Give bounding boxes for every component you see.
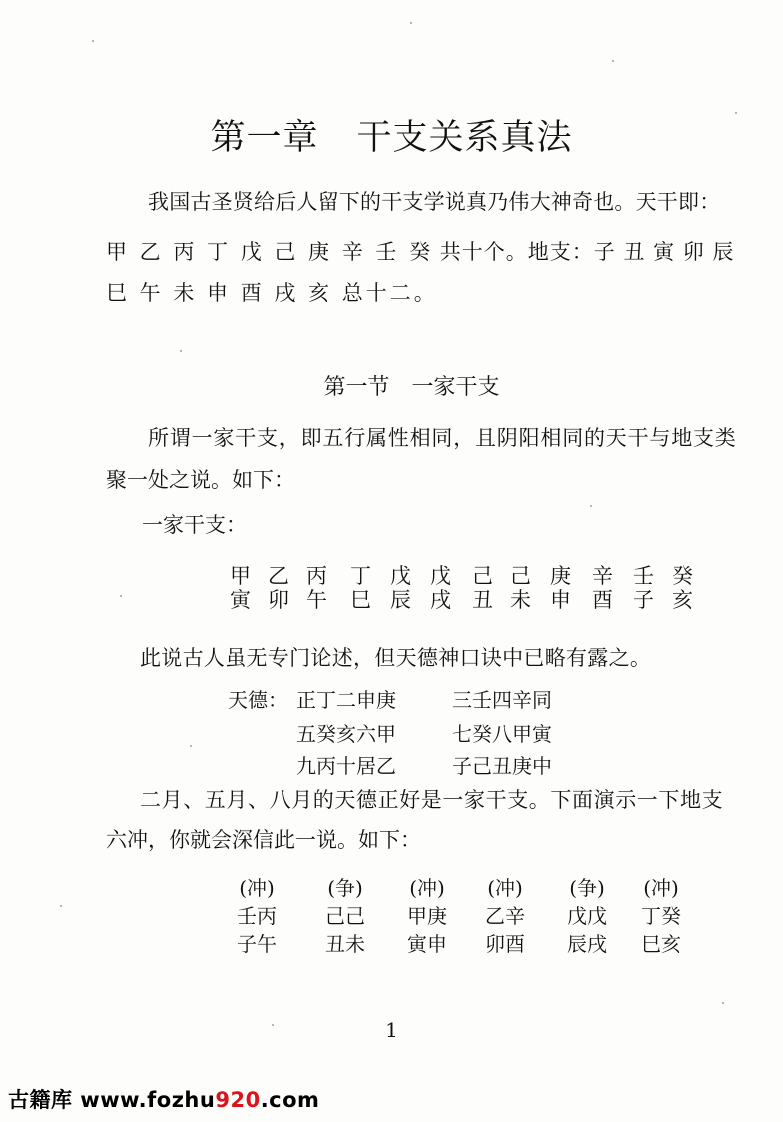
- tiande-verse: 五癸亥六甲: [296, 722, 396, 746]
- family-stem: 乙: [268, 564, 289, 588]
- scan-speck: [612, 60, 614, 62]
- ancient-note: 此说古人虽无专门论述，但天德神口诀中已略有露之。: [140, 646, 652, 670]
- tiande-verse: 子己丑庚中: [452, 754, 552, 778]
- watermark-accent: 920: [215, 1088, 261, 1112]
- family-stem: 己: [472, 564, 493, 588]
- family-branch: 巳: [350, 588, 371, 612]
- family-branch: 寅: [230, 588, 251, 612]
- family-branch: 酉: [592, 588, 613, 612]
- family-stem: 辛: [592, 564, 613, 588]
- watermark-prefix: 古籍库 www.fozhu: [8, 1088, 216, 1112]
- family-branch: 子: [633, 588, 654, 612]
- pair-branches: 巳亥: [641, 932, 681, 956]
- pair-stems: 乙辛: [485, 904, 525, 928]
- intro-line-2-rest: 共十个。地支：子 丑 寅 卯 辰: [439, 240, 735, 264]
- chapter-name: 干支关系真法: [356, 118, 573, 158]
- scan-speck: [410, 22, 412, 24]
- pair-branches: 丑未: [325, 932, 365, 956]
- family-branch: 戌: [430, 588, 451, 612]
- intro-line-1: 我国古圣贤给后人留下的干支学说真乃伟大神奇也。天干即：: [148, 190, 721, 214]
- family-stem: 丙: [306, 564, 327, 588]
- clash-pair: [310, 874, 380, 958]
- family-branch: 午: [306, 588, 327, 612]
- clash-pair: [470, 874, 540, 958]
- site-watermark: [8, 1084, 319, 1114]
- scan-speck: [120, 595, 122, 597]
- section-name: 一家干支: [411, 375, 500, 400]
- family-branch: 丑: [472, 588, 493, 612]
- family-stem: 戊: [430, 564, 451, 588]
- clash-pair: [392, 874, 462, 958]
- family-branch: 辰: [390, 588, 411, 612]
- pair-stems: 甲庚: [407, 904, 447, 928]
- scan-speck: [190, 745, 192, 747]
- family-branch: 申: [550, 588, 571, 612]
- chapter-title: [0, 110, 783, 160]
- pair-branches: 寅申: [407, 932, 447, 956]
- tiande-label: 天德：: [228, 688, 288, 712]
- tiande-verse: 九丙十居乙: [296, 754, 396, 778]
- pair-relation: (争): [327, 876, 363, 900]
- family-stem: 丁: [350, 564, 371, 588]
- clash-pair: [626, 874, 696, 958]
- demo-line-1: 二月、五月、八月的天德正好是一家干支。下面演示一下地支: [140, 788, 724, 812]
- watermark-suffix: .com: [260, 1088, 320, 1112]
- section-title: [0, 370, 783, 401]
- pair-relation: (冲): [239, 876, 275, 900]
- family-branch: 亥: [672, 588, 693, 612]
- pair-branches: 辰戌: [567, 932, 607, 956]
- scan-speck: [180, 350, 182, 352]
- tiande-verse: 七癸八甲寅: [452, 722, 552, 746]
- demo-line-2: 六冲，你就会深信此一说。如下：: [106, 828, 421, 852]
- pair-stems: 丁癸: [641, 904, 681, 928]
- pair-branches: 卯酉: [485, 932, 525, 956]
- section-intro-line-2: 聚一处之说。如下：: [106, 468, 295, 492]
- clash-pair: [552, 874, 622, 958]
- family-stem: 壬: [633, 564, 654, 588]
- scan-speck: [722, 1002, 724, 1004]
- pair-stems: 戊戊: [567, 904, 607, 928]
- pair-relation: (冲): [409, 876, 445, 900]
- pair-stems: 己己: [325, 904, 365, 928]
- family-branch: 卯: [268, 588, 289, 612]
- scan-speck: [60, 905, 62, 907]
- family-stem: 庚: [550, 564, 571, 588]
- family-stem: 戊: [390, 564, 411, 588]
- intro-line-2: [106, 242, 734, 263]
- heavenly-stems-list: 甲 乙 丙 丁 戊 己 庚 辛 壬 癸: [106, 240, 434, 264]
- pair-branches: 子午: [237, 932, 277, 956]
- intro-line-3: 巳 午 未 申 酉 戌 亥 总十二。: [106, 281, 438, 305]
- pair-stems: 壬丙: [237, 904, 277, 928]
- family-branch: 未: [510, 588, 531, 612]
- pair-relation: (争): [569, 876, 605, 900]
- section-intro-line-1: 所谓一家干支，即五行属性相同，且阴阳相同的天干与地支类: [148, 426, 737, 450]
- chapter-number: 第一章: [210, 118, 319, 158]
- family-label: 一家干支：: [142, 513, 247, 537]
- scan-speck: [92, 40, 94, 42]
- family-stem: 甲: [230, 564, 251, 588]
- family-stem: 己: [510, 564, 531, 588]
- scan-speck: [590, 505, 592, 507]
- pair-relation: (冲): [487, 876, 523, 900]
- section-number: 第一节: [323, 375, 390, 400]
- pair-relation: (冲): [643, 876, 679, 900]
- tiande-verse: 三壬四辛同: [452, 688, 552, 712]
- page-number: 1: [385, 1018, 398, 1042]
- family-stem: 癸: [672, 564, 693, 588]
- clash-pair: [222, 874, 292, 958]
- tiande-verse: 正丁二申庚: [296, 688, 396, 712]
